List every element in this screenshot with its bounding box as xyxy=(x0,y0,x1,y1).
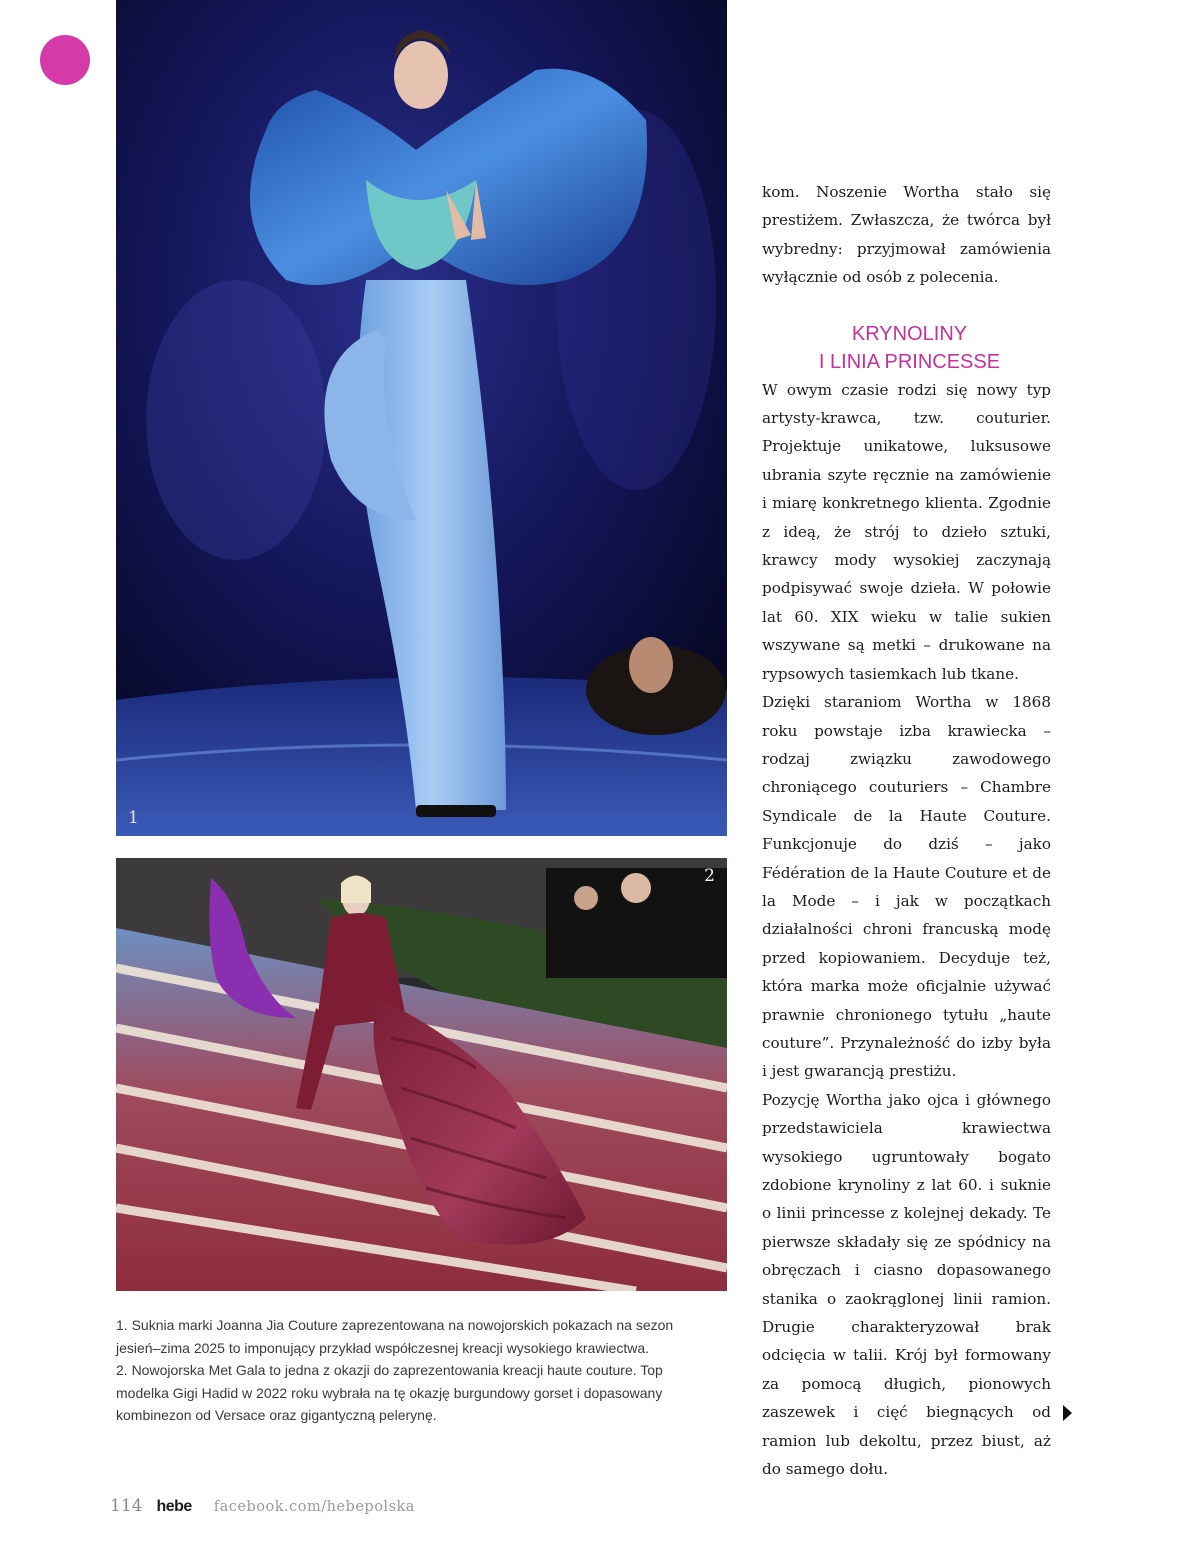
pink-dot-marker xyxy=(40,35,90,85)
caption-1: 1. Suknia marki Joanna Jia Couture zaprezentowana na nowojorskich pokazach na sezon jesień–zima 2025 to imponujący przykład współczesnej kreacji wysokiego krawiectwa. xyxy=(116,1317,674,1356)
met-gala-stairs-photo xyxy=(116,858,727,1291)
section-heading xyxy=(762,320,1051,376)
photo-number: 2 xyxy=(704,866,715,886)
page-footer xyxy=(110,1496,415,1520)
heading-line-1: KRYNOLINY xyxy=(851,322,968,345)
caption-2: 2. Nowojorska Met Gala to jedna z okazji do zaprezentowania kreacji haute couture. Top modelka Gigi Hadid w 2022 roku wybrała na tę okazję burgundowy gorset i dopasowany kombinezon od Versace oraz gigantyczną pelerynę. xyxy=(116,1362,663,1423)
facebook-link[interactable]: facebook.com/hebepolska xyxy=(213,1499,415,1515)
photo-captions xyxy=(116,1314,716,1427)
body-paragraph: Dzięki staraniom Wortha w 1868 roku powstaje izba krawiecka – rodzaj związku zawodowego chroniącego couturiers – Chambre Syndicale de la Haute Couture. Funkcjonuje do dziś – jako Fédération de la Haute Couture et de la Mode – i jak w początkach działalności chroni francuską modę przed kopiowaniem. Decyduje też, która marka może oficjalnie używać prawnie chronionego tytułu „haute couture”. Przynależność do izby była i jest gwarancją prestiżu. xyxy=(762,693,1051,1081)
body-paragraph: W owym czasie rodzi się nowy typ artysty-krawca, tzw. couturier. Projektuje unikatowe, luksusowe ubrania szyte ręcznie na zamówienie i miarę konkretnego klienta. Zgodnie z ideą, że strój to dzieło sztuki, krawcy mody wysokiej zaczynają podpisywać swoje dzieła. W połowie lat 60. XIX wieku w talie sukien wszywane są metki – drukowane na rypsowych tasiemkach lub tkane. xyxy=(762,380,1051,683)
runway-model-photo xyxy=(116,0,727,836)
photo-number: 1 xyxy=(128,808,139,828)
heading-line-2: I LINIA PRINCESSE xyxy=(818,350,1001,373)
continue-arrow-icon xyxy=(1063,1405,1072,1421)
page-number: 114 xyxy=(110,1496,143,1516)
met-gala-illustration xyxy=(116,858,727,1291)
body-paragraph: Pozycję Wortha jako ojca i głównego przedstawiciela krawiectwa wysokiego ugruntowały bogato zdobione krynoliny z lat 60. i suknie o linii princesse z kolejnej dekady. Te pierwsze składały się ze spódnicy na obręczach i ciasno dopasowanego stanika o zaokrąglonej linii ramion. Drugie charakteryzował brak odcięcia w talii. Krój był formowany za pomocą długich, pionowych zaszewek i cięć biegnących od ramion lub dekoltu, przez biust, aż do samego dołu. xyxy=(762,1090,1051,1479)
lead-paragraph: kom. Noszenie Wortha stało się prestiżem. Zwłaszcza, że twórca był wybredny: przyjmował zamówienia wyłącznie od osób z polecenia. xyxy=(762,183,1051,287)
runway-model-illustration xyxy=(116,0,727,836)
magazine-brand: hebe xyxy=(156,1498,192,1515)
article-text-column xyxy=(762,178,1051,1483)
